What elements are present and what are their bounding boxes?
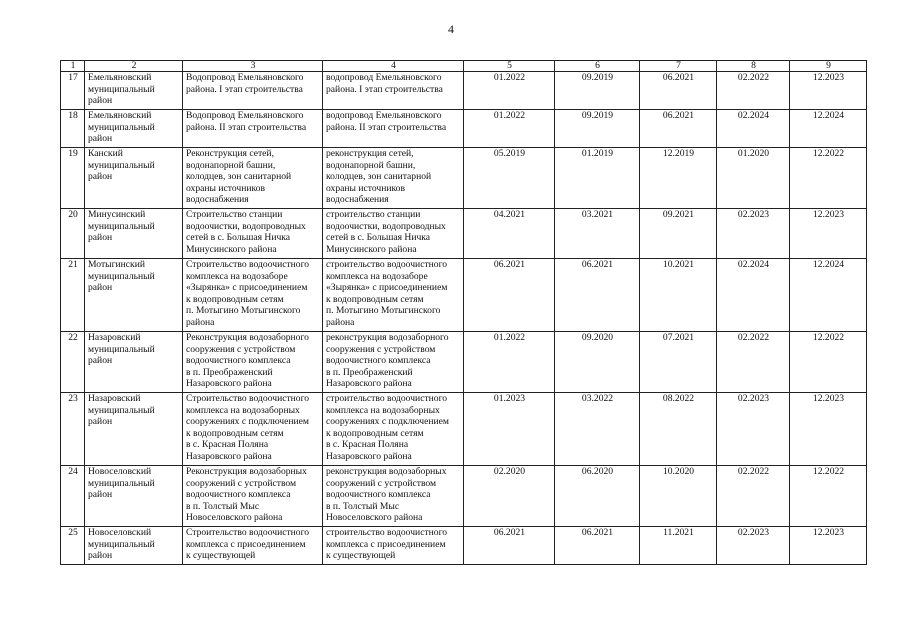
date-cell: 02.2022 xyxy=(717,72,790,110)
row-number: 23 xyxy=(61,393,85,466)
date-cell: 06.2021 xyxy=(555,259,640,332)
date-cell: 09.2020 xyxy=(555,332,640,393)
date-cell: 05.2019 xyxy=(464,148,555,209)
date-cell: 04.2021 xyxy=(464,209,555,259)
date-cell: 11.2021 xyxy=(640,527,717,565)
object-cell: Строительство станции водоочистки, водопроводных сетей в с. Большая Ничка Минусинского района xyxy=(183,209,323,259)
header-cell: 7 xyxy=(640,61,717,72)
date-cell: 12.2023 xyxy=(790,72,867,110)
date-cell: 12.2019 xyxy=(640,148,717,209)
date-cell: 12.2022 xyxy=(790,332,867,393)
date-cell: 02.2022 xyxy=(717,466,790,527)
date-cell: 06.2021 xyxy=(640,72,717,110)
header-cell: 8 xyxy=(717,61,790,72)
object-cell-2: реконструкция водозаборного сооружения с устройством водоочистного комплекса в п. Преображенский Назаровского района xyxy=(323,332,464,393)
date-cell: 03.2021 xyxy=(555,209,640,259)
date-cell: 02.2024 xyxy=(717,110,790,148)
date-cell: 10.2021 xyxy=(640,259,717,332)
date-cell: 06.2020 xyxy=(555,466,640,527)
district-cell: Назаровский муниципальный район xyxy=(85,393,183,466)
date-cell: 10.2020 xyxy=(640,466,717,527)
date-cell: 01.2023 xyxy=(464,393,555,466)
date-cell: 12.2023 xyxy=(790,393,867,466)
header-cell: 9 xyxy=(790,61,867,72)
date-cell: 06.2021 xyxy=(555,527,640,565)
object-cell-2: строительство водоочистного комплекса с присоединением к существующей xyxy=(323,527,464,565)
date-cell: 06.2021 xyxy=(640,110,717,148)
object-cell: Строительство водоочистного комплекса с присоединением к существующей xyxy=(183,527,323,565)
date-cell: 02.2023 xyxy=(717,527,790,565)
district-cell: Мотыгинский муниципальный район xyxy=(85,259,183,332)
row-number: 21 xyxy=(61,259,85,332)
date-cell: 02.2024 xyxy=(717,259,790,332)
row-number: 25 xyxy=(61,527,85,565)
object-cell-2: водопровод Емельяновского района. II этап строительства xyxy=(323,110,464,148)
object-cell-2: строительство станции водоочистки, водопроводных сетей в с. Большая Ничка Минусинского района xyxy=(323,209,464,259)
date-cell: 01.2020 xyxy=(717,148,790,209)
header-cell: 2 xyxy=(85,61,183,72)
object-cell-2: строительство водоочистного комплекса на водозаборных сооружениях с подключением к водопроводным сетям в с. Красная Поляна Назаровского района xyxy=(323,393,464,466)
object-cell: Строительство водоочистного комплекса на водозаборных сооружениях с подключением к водопроводным сетям в с. Красная Поляна Назаровского района xyxy=(183,393,323,466)
district-cell: Новоселовский муниципальный район xyxy=(85,466,183,527)
object-cell: Реконструкция водозаборных сооружений с устройством водоочистного комплекса в п. Толстый Мыс Новоселовского района xyxy=(183,466,323,527)
header-row xyxy=(61,61,867,72)
object-cell: Реконструкция сетей, водонапорной башни, колодцев, зон санитарной охраны источников водоснабжения xyxy=(183,148,323,209)
header-cell: 6 xyxy=(555,61,640,72)
date-cell: 01.2022 xyxy=(464,72,555,110)
district-cell: Емельяновский муниципальный район xyxy=(85,110,183,148)
object-cell-2: водопровод Емельяновского района. I этап строительства xyxy=(323,72,464,110)
date-cell: 12.2024 xyxy=(790,110,867,148)
table-row xyxy=(61,332,867,393)
district-cell: Канский муниципальный район xyxy=(85,148,183,209)
row-number: 17 xyxy=(61,72,85,110)
header-cell: 5 xyxy=(464,61,555,72)
date-cell: 02.2020 xyxy=(464,466,555,527)
district-cell: Назаровский муниципальный район xyxy=(85,332,183,393)
district-cell: Минусинский муниципальный район xyxy=(85,209,183,259)
date-cell: 09.2021 xyxy=(640,209,717,259)
date-cell: 06.2021 xyxy=(464,527,555,565)
header-cell: 3 xyxy=(183,61,323,72)
date-cell: 03.2022 xyxy=(555,393,640,466)
date-cell: 12.2022 xyxy=(790,148,867,209)
header-cell: 4 xyxy=(323,61,464,72)
table-row xyxy=(61,527,867,565)
date-cell: 09.2019 xyxy=(555,72,640,110)
table-row xyxy=(61,393,867,466)
date-cell: 02.2022 xyxy=(717,332,790,393)
date-cell: 02.2023 xyxy=(717,393,790,466)
district-cell: Емельяновский муниципальный район xyxy=(85,72,183,110)
table-row xyxy=(61,110,867,148)
date-cell: 01.2022 xyxy=(464,110,555,148)
date-cell: 12.2024 xyxy=(790,259,867,332)
table-row xyxy=(61,72,867,110)
district-cell: Новоселовский муниципальный район xyxy=(85,527,183,565)
object-cell: Реконструкция водозаборного сооружения с устройством водоочистного комплекса в п. Преображенский Назаровского района xyxy=(183,332,323,393)
date-cell: 12.2023 xyxy=(790,527,867,565)
date-cell: 01.2022 xyxy=(464,332,555,393)
schedule-table xyxy=(60,60,867,565)
header-cell: 1 xyxy=(61,61,85,72)
date-cell: 01.2019 xyxy=(555,148,640,209)
object-cell: Водопровод Емельяновского района. I этап строительства xyxy=(183,72,323,110)
table-row xyxy=(61,259,867,332)
object-cell: Водопровод Емельяновского района. II этап строительства xyxy=(183,110,323,148)
date-cell: 08.2022 xyxy=(640,393,717,466)
row-number: 24 xyxy=(61,466,85,527)
date-cell: 07.2021 xyxy=(640,332,717,393)
page-number: 4 xyxy=(448,22,454,36)
table-row xyxy=(61,209,867,259)
row-number: 20 xyxy=(61,209,85,259)
table-row xyxy=(61,148,867,209)
object-cell-2: реконструкция сетей, водонапорной башни, колодцев, зон санитарной охраны источников водоснабжения xyxy=(323,148,464,209)
date-cell: 09.2019 xyxy=(555,110,640,148)
date-cell: 12.2022 xyxy=(790,466,867,527)
object-cell-2: реконструкция водозаборных сооружений с устройством водоочистного комплекса в п. Толстый Мыс Новоселовского района xyxy=(323,466,464,527)
object-cell-2: строительство водоочистного комплекса на водозаборе «Зырянка» с присоединением к водопроводным сетям п. Мотыгино Мотыгинского района xyxy=(323,259,464,332)
table-row xyxy=(61,466,867,527)
date-cell: 02.2023 xyxy=(717,209,790,259)
date-cell: 12.2023 xyxy=(790,209,867,259)
date-cell: 06.2021 xyxy=(464,259,555,332)
row-number: 22 xyxy=(61,332,85,393)
row-number: 18 xyxy=(61,110,85,148)
object-cell: Строительство водоочистного комплекса на водозаборе «Зырянка» с присоединением к водопроводным сетям п. Мотыгино Мотыгинского района xyxy=(183,259,323,332)
row-number: 19 xyxy=(61,148,85,209)
